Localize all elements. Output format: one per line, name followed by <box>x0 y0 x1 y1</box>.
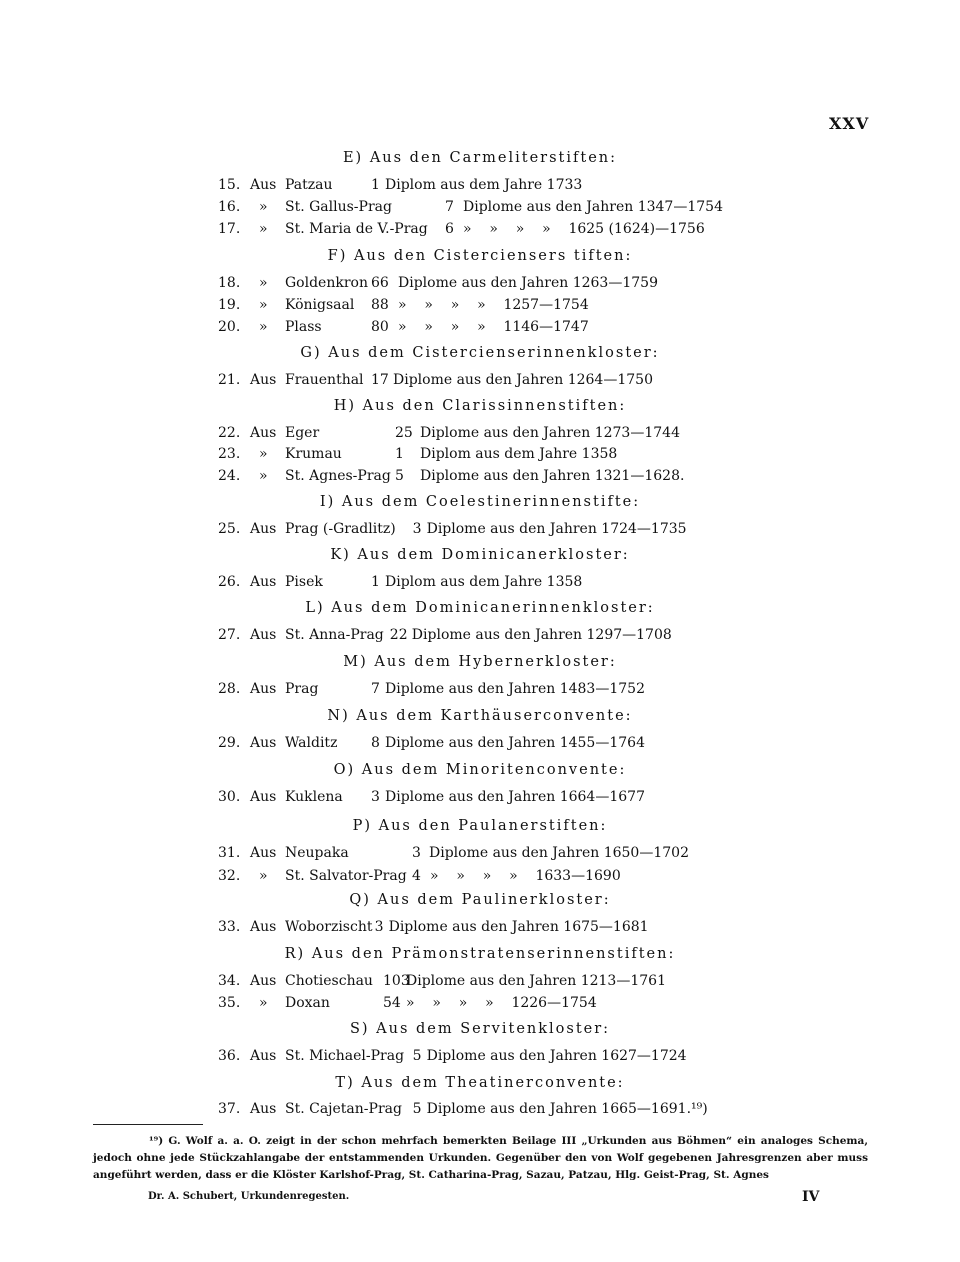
entry-description: Diplome aus den Jahren 1650—1702 <box>429 845 689 861</box>
footnote: ¹⁹) G. Wolf a. a. O. zeigt in der schon mehrfach bemerkten Beilage III „Urkunden aus Böhmen“ ein analoges Schema, jedoch ohne jede Stückzahlangabe der entstammenden Urkunden. Gegenüber den von Wolf gegebenen Jahresgrenzen aber muss angeführt werden, dass er die Klöster Karlshof-Prag, St. Catharina-Prag, Sazau, Patzau, Hlg. Geist-Prag, St. Agnes <box>93 1135 868 1181</box>
register-entry <box>0 787 960 807</box>
entry-place: St. Cajetan-Prag <box>285 1101 402 1117</box>
entry-number: 16. <box>218 199 241 215</box>
entry-description: Diplome aus den Jahren 1213—1761 <box>406 973 666 989</box>
entry-number: 28. <box>218 681 241 697</box>
entry-count: 5 <box>412 1048 422 1064</box>
entry-prefix: Aus <box>250 574 277 590</box>
section-heading: H) Aus den Clarissinnenstiften: <box>333 398 627 414</box>
entry-prefix: Aus <box>250 1101 277 1117</box>
entry-prefix: » <box>259 319 268 335</box>
register-entry <box>0 993 960 1013</box>
entry-number: 35. <box>218 995 241 1011</box>
entry-number: 15. <box>218 177 241 193</box>
entry-count: 8 <box>371 735 380 751</box>
entry-place: Kuklena <box>285 789 343 805</box>
entry-prefix: » <box>259 868 268 884</box>
entry-description: Diplome aus den Jahren 1321—1628. <box>420 468 685 484</box>
entry-description: Diplome aus den Jahren 1455—1764 <box>385 735 645 751</box>
entry-count: 3 <box>371 789 380 805</box>
entry-count: 17 <box>371 372 389 388</box>
entry-description: Diplome aus den Jahren 1273—1744 <box>420 425 680 441</box>
entry-place: St. Anna-Prag <box>285 627 384 643</box>
register-entry <box>0 625 960 645</box>
entry-place: St. Agnes-Prag <box>285 468 391 484</box>
section-heading: F) Aus den Cisterciensers tiften: <box>327 248 633 264</box>
register-entry <box>0 572 960 592</box>
register-entry <box>0 273 960 293</box>
entry-prefix: » <box>259 221 268 237</box>
entry-prefix: Aus <box>250 973 277 989</box>
register-entry <box>0 733 960 753</box>
entry-count: 22 <box>389 627 408 643</box>
entry-count: 1 <box>371 177 380 193</box>
entry-place: Doxan <box>285 995 330 1011</box>
entry-prefix: Aus <box>250 425 277 441</box>
entry-number: 26. <box>218 574 241 590</box>
section-heading: S) Aus dem Servitenkloster: <box>349 1021 611 1037</box>
register-entry <box>0 423 960 443</box>
section-heading: T) Aus dem Theatinerconvente: <box>335 1075 625 1091</box>
register-entry <box>0 175 960 195</box>
entry-place: St. Gallus-Prag <box>285 199 392 215</box>
entry-description: Diplom aus dem Jahre 1733 <box>385 177 583 193</box>
entry-count: 7 <box>371 681 380 697</box>
section-heading: G) Aus dem Cistercienserinnenkloster: <box>300 345 660 361</box>
section-heading: E) Aus den Carmeliterstiften: <box>342 150 618 166</box>
register-entry <box>0 917 960 937</box>
entry-prefix: Aus <box>250 789 277 805</box>
entry-count: 54 <box>383 995 401 1011</box>
entry-place: St. Salvator-Prag <box>285 868 407 884</box>
section-heading: Q) Aus dem Paulinerkloster: <box>349 892 611 908</box>
entry-place: Goldenkron <box>285 275 368 291</box>
entry-number: 34. <box>218 973 241 989</box>
entry-description: Diplome aus den Jahren 1724—1735 <box>426 521 687 537</box>
register-entry <box>0 1099 960 1119</box>
entry-count: 5 <box>395 468 404 484</box>
entry-number: 27. <box>218 627 241 643</box>
entry-number: 33. <box>218 919 241 935</box>
register-entry <box>0 197 960 217</box>
entry-place: St. Maria de V.-Prag <box>285 221 428 237</box>
page-number: XXV <box>829 114 870 133</box>
entry-place: Pisek <box>285 574 323 590</box>
entry-place: Chotieschau <box>285 973 373 989</box>
entry-number: 19. <box>218 297 241 313</box>
section-heading: N) Aus dem Karthäuserconvente: <box>327 708 633 724</box>
entry-place: Königsaal <box>285 297 355 313</box>
entry-number: 36. <box>218 1048 241 1064</box>
entry-prefix: Aus <box>250 177 277 193</box>
section-heading: L) Aus dem Dominicanerinnenkloster: <box>305 600 655 616</box>
entry-place: St. Michael-Prag <box>285 1048 405 1064</box>
section-heading: I) Aus dem Coelestinerinnenstifte: <box>319 494 641 510</box>
register-entry <box>0 219 960 239</box>
entry-number: 25. <box>218 521 241 537</box>
entry-number: 17. <box>218 221 241 237</box>
entry-description: » » » » 1633—1690 <box>430 868 621 884</box>
register-entry <box>0 370 960 390</box>
entry-place: Woborzischt <box>285 919 373 935</box>
entry-count: 103 <box>383 973 410 989</box>
entry-prefix: » <box>259 297 268 313</box>
entry-description: Diplome aus den Jahren 1297—1708 <box>411 627 672 643</box>
entry-number: 37. <box>218 1101 241 1117</box>
entry-description: Diplome aus den Jahren 1627—1724 <box>426 1048 687 1064</box>
entry-description: Diplome aus den Jahren 1347—1754 <box>463 199 723 215</box>
footnote-divider <box>93 1124 203 1125</box>
entry-number: 21. <box>218 372 241 388</box>
entry-place: Prag <box>285 681 319 697</box>
entry-number: 29. <box>218 735 241 751</box>
entry-place: Patzau <box>285 177 333 193</box>
entry-prefix: Aus <box>250 735 277 751</box>
entry-place: Neupaka <box>285 845 349 861</box>
entry-count: 3 <box>374 919 384 935</box>
entry-prefix: » <box>259 995 268 1011</box>
entry-number: 32. <box>218 868 241 884</box>
entry-number: 30. <box>218 789 241 805</box>
entry-description: Diplome aus den Jahren 1665—1691.¹⁹) <box>426 1101 708 1117</box>
entry-place: Plass <box>285 319 322 335</box>
entry-description: » » » » 1226—1754 <box>406 995 597 1011</box>
entry-count: 25 <box>395 425 413 441</box>
entry-count: 4 <box>412 868 421 884</box>
entry-description: Diplome aus den Jahren 1263—1759 <box>398 275 658 291</box>
register-entry <box>0 466 960 486</box>
entry-prefix: Aus <box>250 919 277 935</box>
entry-prefix: Aus <box>250 521 277 537</box>
section-heading: R) Aus den Prämonstratenserinnenstiften: <box>284 946 676 962</box>
entry-count: 3 <box>412 521 422 537</box>
entry-number: 23. <box>218 446 241 462</box>
entry-description: Diplome aus den Jahren 1483—1752 <box>385 681 645 697</box>
register-entry <box>0 679 960 699</box>
entry-number: 24. <box>218 468 241 484</box>
entry-description: Diplom aus dem Jahre 1358 <box>385 574 583 590</box>
entry-count: 80 <box>371 319 389 335</box>
entry-prefix: » <box>259 468 268 484</box>
entry-count: 88 <box>371 297 389 313</box>
entry-place: Krumau <box>285 446 342 462</box>
entry-place: Walditz <box>285 735 338 751</box>
entry-prefix: Aus <box>250 845 277 861</box>
entry-description: Diplom aus dem Jahre 1358 <box>420 446 618 462</box>
section-heading: P) Aus den Paulanerstiften: <box>352 818 608 834</box>
entry-prefix: » <box>259 446 268 462</box>
entry-prefix: Aus <box>250 1048 277 1064</box>
entry-count: 66 <box>371 275 389 291</box>
entry-description: » » » » 1257—1754 <box>398 297 589 313</box>
signature: Dr. A. Schubert, Urkundenregesten. <box>148 1191 350 1202</box>
entry-count: 6 <box>445 221 454 237</box>
entry-prefix: Aus <box>250 681 277 697</box>
entry-description: Diplome aus den Jahren 1675—1681 <box>388 919 649 935</box>
entry-prefix: » <box>259 199 268 215</box>
entry-prefix: Aus <box>250 372 277 388</box>
entry-number: 31. <box>218 845 241 861</box>
entry-count: 5 <box>412 1101 422 1117</box>
register-entry <box>0 444 960 464</box>
register-entry <box>0 317 960 337</box>
entry-prefix: » <box>259 275 268 291</box>
register-entry <box>0 843 960 863</box>
register-entry <box>0 1046 960 1066</box>
register-entry <box>0 866 960 886</box>
entry-number: 18. <box>218 275 241 291</box>
entry-place: Prag (-Gradlitz) <box>285 521 396 537</box>
entry-count: 1 <box>395 446 404 462</box>
entry-description: Diplome aus den Jahren 1664—1677 <box>385 789 645 805</box>
entry-number: 22. <box>218 425 241 441</box>
entry-prefix: Aus <box>250 627 277 643</box>
entry-place: Eger <box>285 425 320 441</box>
section-heading: M) Aus dem Hybernerkloster: <box>343 654 617 670</box>
sheet-mark: IV <box>802 1189 820 1205</box>
register-entry <box>0 971 960 991</box>
entry-place: Frauenthal <box>285 372 364 388</box>
section-heading: O) Aus dem Minoritenconvente: <box>333 762 627 778</box>
entry-count: 1 <box>371 574 380 590</box>
entry-number: 20. <box>218 319 241 335</box>
entry-description: Diplome aus den Jahren 1264—1750 <box>393 372 653 388</box>
entry-count: 7 <box>445 199 454 215</box>
section-heading: K) Aus dem Dominicanerkloster: <box>330 547 630 563</box>
register-entry <box>0 295 960 315</box>
entry-description: » » » » 1146—1747 <box>398 319 589 335</box>
entry-description: » » » » 1625 (1624)—1756 <box>463 221 705 237</box>
register-entry <box>0 519 960 539</box>
entry-count: 3 <box>412 845 421 861</box>
